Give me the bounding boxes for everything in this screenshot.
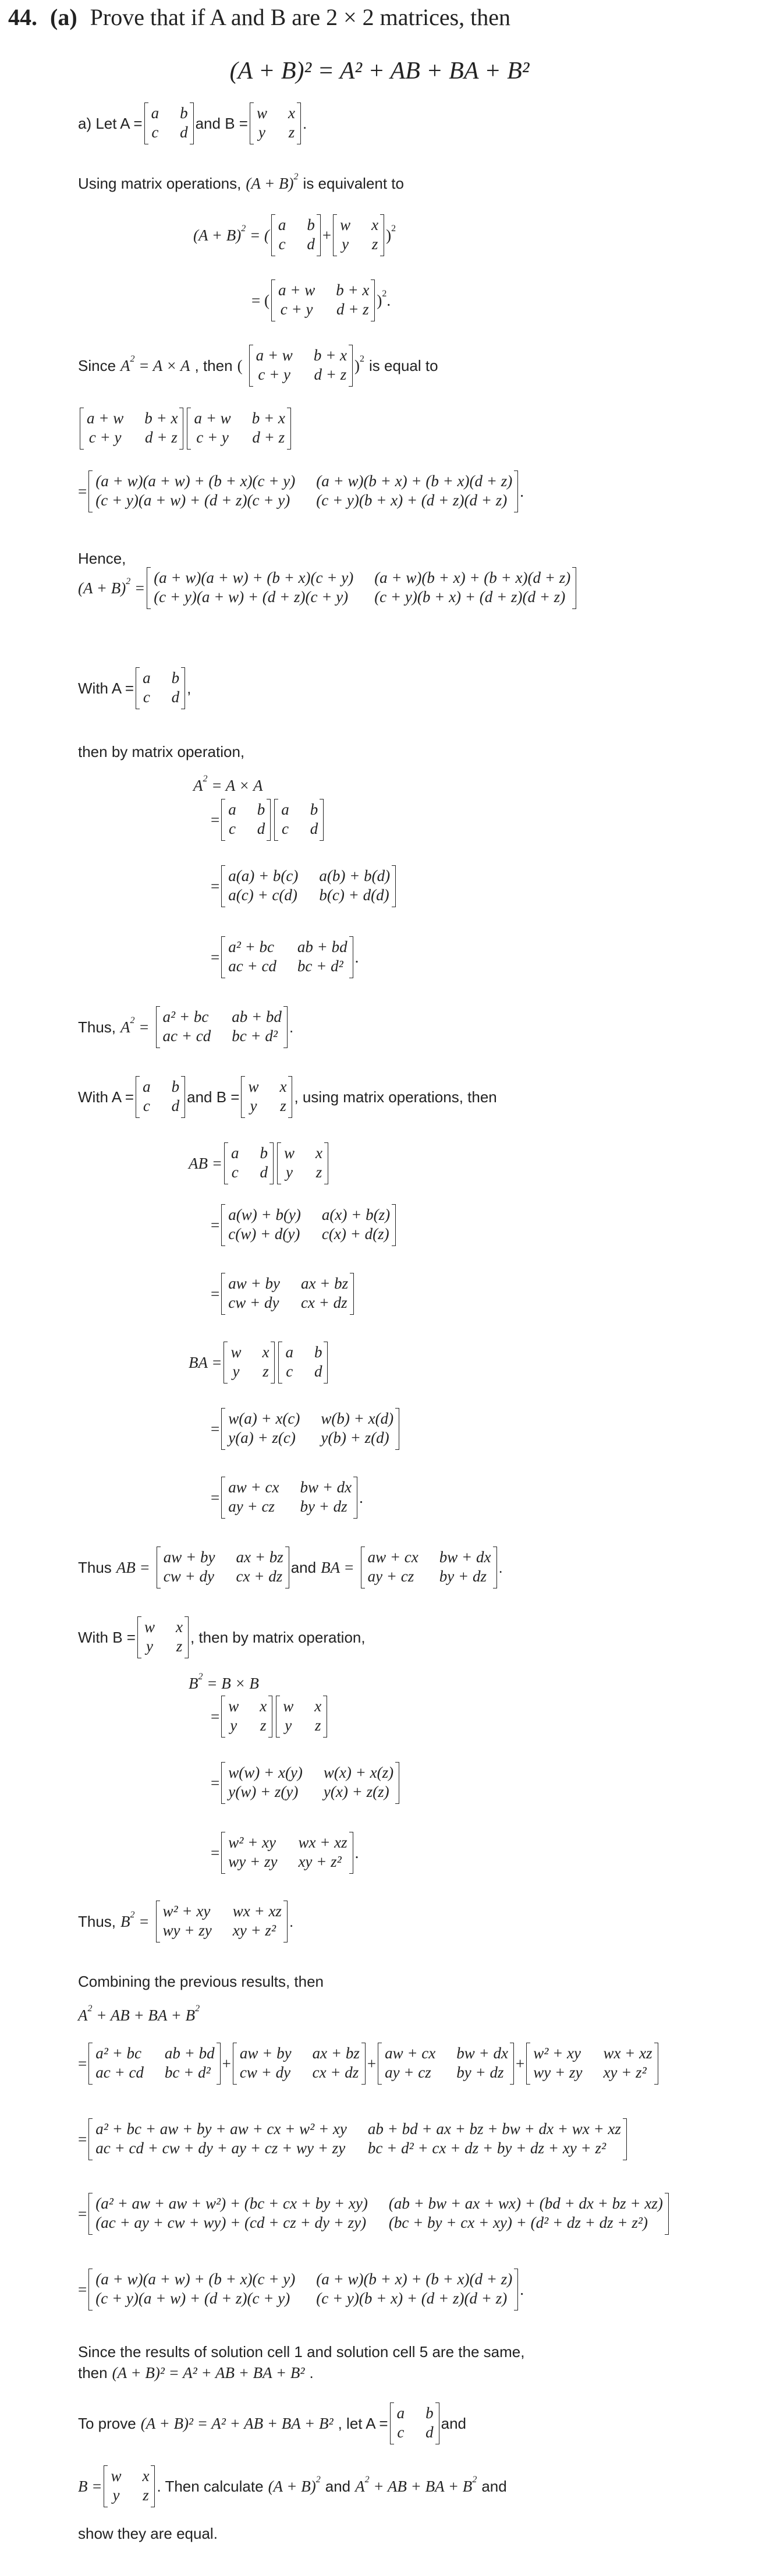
matrix-cell: wx + xz (603, 2044, 652, 2062)
combine-step1: = a² + bc ab + bd ac + cd bc + d² + aw + by ax + bz cw + dy cx + dz + aw + cx bw + dx ay + cz by + dz + w² + xy wx + xz wy + zy xy + z² (78, 2043, 660, 2085)
matrix-cell: xy + z² (603, 2064, 647, 2081)
matrix-cell: w(a) + x(c) (228, 1410, 300, 1427)
product-result: = (a + w)(a + w) + (b + x)(c + y) (a + w)(b + x) + (b + x)(d + z) (c + y)(a + w) + (d + z)(c + y) (c + y)(b + x) + (d + z)(d + z) . (78, 470, 524, 512)
then-matrix-op: then by matrix operation, (78, 743, 245, 760)
matrix-B (224, 1342, 275, 1383)
matrix-cell: (c + y)(b + x) + (d + z)(d + z) (374, 588, 566, 606)
matrix-cell: x (315, 1144, 322, 1162)
matrix-cell: c (281, 820, 289, 837)
matrix-cell: y (112, 2486, 120, 2504)
matrix-cell: d (425, 2423, 434, 2441)
matrix-cell: cx + dz (312, 2064, 359, 2081)
matrix-ab (221, 1273, 354, 1315)
matrix-A (144, 102, 194, 144)
matrix-cell: cw + dy (239, 2064, 291, 2081)
matrix-cell: b (260, 1144, 268, 1162)
matrix-cell: a² + bc (228, 938, 275, 956)
matrix-cell: c + y (88, 429, 122, 446)
matrix-cell: c + y (196, 429, 229, 446)
show-line: show they are equal. (78, 2525, 218, 2542)
matrix-cell: (ac + ay + cw + wy) + (cd + cz + dy + zy) (95, 2214, 367, 2231)
matrix-cell: ab + bd + ax + bz + bw + dx + wx + xz (367, 2120, 621, 2138)
matrix-cell: y(w) + z(y) (228, 1783, 299, 1800)
matrix-cell: aw + by (228, 1275, 280, 1292)
a2-step0: = a b c d a b c d (211, 799, 325, 841)
matrix-cell: c (278, 235, 286, 253)
matrix-cell: b (180, 104, 188, 122)
matrix-cell: d + z (314, 366, 347, 383)
matrix-cell: d (171, 688, 180, 706)
ba-step1: = w(a) + x(c) w(b) + x(d) y(a) + z(c) y(b) + z(d) (211, 1408, 401, 1450)
matrix-cell: y(b) + z(d) (321, 1429, 389, 1446)
matrix-cell: a (151, 104, 159, 122)
matrix-cell: a² + bc (162, 1008, 209, 1025)
problem-part: (a) (50, 4, 77, 30)
matrix-cell: x (371, 216, 379, 233)
matrix-cell: by + dz (439, 1567, 487, 1585)
conclusion-line1: Since the results of solution cell 1 and solution cell 5 are the same, (78, 2343, 525, 2361)
matrix-A (390, 2402, 439, 2444)
matrix-cell: (ab + bw + ax + wx) + (bd + dx + bz + xz) (388, 2195, 663, 2212)
matrix-cell: c (143, 688, 150, 706)
matrix-cell: a + w (194, 409, 231, 427)
matrix-cell: bc + d² (164, 2064, 211, 2081)
matrix-cell: x (314, 1697, 322, 1715)
matrix-sum-squared (147, 567, 576, 609)
matrix-ba-expanded (221, 1408, 399, 1450)
matrix-ab (233, 2043, 366, 2085)
matrix-a2 (88, 2043, 220, 2085)
matrix-B (250, 102, 301, 144)
matrix-A (224, 1142, 274, 1184)
matrix-B (104, 2465, 155, 2507)
matrix-cell: ac + cd (95, 2064, 144, 2081)
matrix-a2-expanded (221, 865, 396, 907)
matrix-cell: x (176, 1618, 183, 1636)
combine-step2: = a² + bc + aw + by + aw + cx + w² + xy ab + bd + ax + bz + bw + dx + wx + xz ac + cd + cw + dy + ay + cz + wy + zy bc + d² + cx + dz + by + dz + xy + z² (78, 2118, 629, 2160)
matrix-cell: x (279, 1078, 287, 1095)
eq-sum-sq: $(A + B)^2$ = ( a b c d + w x y z )$^2$ (193, 214, 396, 256)
matrix-cell: c (143, 1097, 150, 1114)
let-line: a) Let A = a b c d and B = w x y z . (78, 102, 307, 144)
b2-step1: = w(w) + x(y) w(x) + x(z) y(w) + z(y) y(x) + z(z) (211, 1762, 401, 1804)
matrix-cell: aw + by (239, 2044, 292, 2062)
matrix-cell: ab + bd (164, 2044, 215, 2062)
matrix-ba (378, 2043, 514, 2085)
matrix-b2 (526, 2043, 658, 2085)
matrix-cell: a(b) + b(d) (319, 867, 391, 884)
matrix-cell: (a + w)(b + x) + (b + x)(d + z) (374, 569, 571, 586)
matrix-A (136, 1076, 185, 1118)
matrix-cell: ac + cd (162, 1027, 211, 1045)
calc-line: B = w x y z . Then calculate $(A + B)^2$ and $A^2$ + AB + BA + $B^2$ and (78, 2465, 507, 2507)
matrix-cell: xy + z² (232, 1922, 276, 1939)
matrix-cell: (a + w)(a + w) + (b + x)(c + y) (95, 472, 296, 490)
matrix-A-plus-B (249, 345, 353, 387)
matrix-cell: bw + dx (439, 1548, 491, 1566)
matrix-cell: ay + cz (228, 1498, 275, 1515)
matrix-cell: ax + bz (236, 1548, 283, 1566)
matrix-cell: d (314, 1363, 322, 1380)
matrix-cell: ab + bd (297, 938, 347, 956)
matrix-a2 (221, 936, 353, 978)
hence-label: Hence, (78, 550, 126, 567)
matrix-cell: b(c) + d(d) (319, 886, 389, 904)
matrix-B (333, 214, 384, 256)
matrix-cell: w (256, 104, 267, 122)
matrix-cell: xy + z² (298, 1853, 342, 1870)
matrix-sum-expanded (88, 2118, 627, 2160)
matrix-b2 (156, 1901, 288, 1942)
matrix-cell: a + w (87, 409, 124, 427)
matrix-cell: bc + d² + cx + dz + by + dz + xy + z² (367, 2139, 607, 2157)
matrix-cell: y (250, 1097, 257, 1114)
matrix-b2 (221, 1832, 353, 1874)
matrix-cell: wy + zy (228, 1853, 278, 1870)
matrix-ab (157, 1547, 289, 1588)
matrix-sum-squared (88, 470, 518, 512)
thus-a2: Thus, $A^2$ = a² + bc ab + bd ac + cd bc + d² . (78, 1006, 293, 1048)
matrix-cell: a (228, 801, 236, 818)
matrix-cell: w (111, 2467, 122, 2485)
matrix-cell: (a² + aw + aw + w²) + (bc + cx + by + xy) (95, 2195, 368, 2212)
matrix-cell: b (171, 669, 180, 687)
matrix-cell: (c + y)(a + w) + (d + z)(c + y) (95, 491, 290, 509)
matrix-cell: w (144, 1618, 155, 1636)
matrix-cell: y (342, 235, 349, 253)
matrix-cell: z (371, 235, 378, 253)
problem-number: 44. (8, 4, 37, 30)
combine-intro: Combining the previous results, then (78, 1973, 324, 1990)
matrix-cell: ax + bz (300, 1275, 349, 1292)
matrix-cell: c (286, 1363, 293, 1380)
matrix-cell: a (278, 216, 286, 233)
matrix-B (221, 1696, 272, 1738)
matrix-a2 (156, 1006, 288, 1048)
matrix-cell: a² + bc + aw + by + aw + cx + w² + xy (95, 2120, 347, 2138)
matrix-cell: a + w (256, 346, 293, 364)
matrix-cell: c (228, 820, 236, 837)
combine-step3: = (a² + aw + aw + w²) + (bc + cx + by + xy) (ab + bw + ax + wx) + (bd + dx + bz + xz) (ac + ay + cw + wy) + (cd + cz + dy + zy) (bc + by + cx + xy) + (d² + dz + dz + z²) (78, 2193, 671, 2235)
thus-b2: Thus, $B^2$ = w² + xy wx + xz wy + zy xy + z² . (78, 1901, 293, 1942)
matrix-cell: w (340, 216, 351, 233)
matrix-cell: z (280, 1097, 286, 1114)
matrix-cell: y (232, 1363, 240, 1380)
matrix-cell: bc + d² (232, 1027, 278, 1045)
matrix-A (221, 799, 271, 841)
matrix-A (136, 667, 185, 709)
matrix-cell: b (314, 1343, 322, 1361)
matrix-cell: w (228, 1697, 239, 1715)
matrix-cell: x (260, 1697, 267, 1715)
matrix-cell: b (171, 1078, 180, 1095)
matrix-cell: c (151, 123, 159, 141)
matrix-cell: z (176, 1637, 183, 1655)
a2-def: $A^2 = A \times A$ (193, 774, 263, 794)
problem-header (8, 3, 510, 31)
matrix-cell: a (281, 801, 289, 818)
matrix-cell: ay + cz (385, 2064, 431, 2081)
with-ab-line: With A = a b c d and B = w x y z , using matrix operations, then (78, 1076, 497, 1118)
matrix-cell: y (285, 1717, 292, 1734)
matrix-cell: ac + cd + cw + dy + ay + cz + wy + zy (95, 2139, 346, 2157)
matrix-cell: b + x (313, 346, 347, 364)
eq-sum-sq-2: = ( a + w b + x c + y d + z )$^2$. (251, 279, 391, 321)
b2-step2: = w² + xy wx + xz wy + zy xy + z² . (211, 1832, 359, 1874)
matrix-b2-expanded (221, 1762, 399, 1804)
matrix-cell: y (146, 1637, 153, 1655)
prove-line: To prove (A + B)² = A² + AB + BA + B² , let A = a b c d and (78, 2402, 466, 2444)
matrix-cell: b (307, 216, 315, 233)
matrix-cell: y(x) + z(z) (323, 1783, 389, 1800)
matrix-cell: by + dz (300, 1498, 347, 1515)
matrix-cell: cx + dz (300, 1294, 347, 1311)
b2-step0: = w x y z w x y z (211, 1696, 329, 1738)
matrix-cell: b (425, 2404, 434, 2422)
matrix-cell: cw + dy (163, 1567, 214, 1585)
hence-line: $(A + B)^2$ = (a + w)(a + w) + (b + x)(c + y) (a + w)(b + x) + (b + x)(d + z) (c + y)(a + w) + (d + z)(c + y) (c + y)(b + x) + (d + z)(d + z) (78, 567, 578, 609)
matrix-cell: a (285, 1343, 293, 1361)
matrix-cell: cw + dy (228, 1294, 279, 1311)
matrix-cell: z (260, 1717, 267, 1734)
ba-step2: = aw + cx bw + dx ay + cz by + dz . (211, 1477, 363, 1519)
matrix-cell: wy + zy (162, 1922, 212, 1939)
matrix-cell: z (314, 1717, 321, 1734)
matrix-ba (361, 1547, 497, 1588)
matrix-A-plus-B (80, 408, 183, 450)
matrix-cell: (a + w)(b + x) + (b + x)(d + z) (316, 2270, 513, 2288)
ab-step1: = a(w) + b(y) a(x) + b(z) c(w) + d(y) c(x) + d(z) (211, 1204, 398, 1246)
matrix-cell: d (310, 820, 318, 837)
matrix-cell: c(w) + d(y) (228, 1225, 300, 1243)
matrix-cell: (c + y)(b + x) + (d + z)(d + z) (316, 491, 508, 509)
matrix-cell: d + z (144, 429, 178, 446)
matrix-cell: z (315, 1163, 322, 1181)
matrix-cell: wx + xz (232, 1902, 282, 1920)
with-a-line: With A = a b c d , (78, 667, 191, 709)
ab-step0: AB = a b c d w x y z (189, 1142, 330, 1184)
matrix-sum-squared (88, 2269, 518, 2310)
b2-def: $B^2 = B \times B$ (189, 1672, 259, 1692)
conclusion-line2: then (A + B)² = A² + AB + BA + B² . (78, 2364, 314, 2382)
matrix-cell: bw + dx (300, 1478, 352, 1496)
matrix-cell: c(x) + d(z) (321, 1225, 389, 1243)
matrix-cell: ab + bd (232, 1008, 282, 1025)
matrix-B (241, 1076, 292, 1118)
combine-step4: = (a + w)(a + w) + (b + x)(c + y) (a + w)(b + x) + (b + x)(d + z) (c + y)(a + w) + (d + z)(c + y) (c + y)(b + x) + (d + z)(d + z) . (78, 2269, 524, 2310)
matrix-A-plus-B (187, 408, 290, 450)
matrix-cell: wy + zy (533, 2064, 583, 2081)
matrix-cell: (a + w)(a + w) + (b + x)(c + y) (95, 2270, 296, 2288)
matrix-cell: w² + xy (533, 2044, 581, 2062)
matrix-cell: b + x (336, 281, 370, 299)
thus-ab-ba: Thus AB = aw + by ax + bz cw + dy cx + dz and BA = aw + cx bw + dx ay + cz by + dz . (78, 1547, 503, 1588)
matrix-cell: aw + cx (385, 2044, 436, 2062)
matrix-cell: ay + cz (367, 1567, 414, 1585)
matrix-cell: z (263, 1363, 269, 1380)
matrix-cell: ac + cd (228, 957, 276, 975)
matrix-cell: a (143, 669, 151, 687)
matrix-cell: w² + xy (228, 1834, 276, 1851)
matrix-cell: bc + d² (297, 957, 343, 975)
problem-identity: (A + B)² = A² + AB + BA + B² (229, 58, 530, 84)
matrix-cell: d (171, 1097, 180, 1114)
matrix-cell: (a + w)(a + w) + (b + x)(c + y) (154, 569, 354, 586)
with-b-line: With B = w x y z , then by matrix operation, (78, 1616, 366, 1658)
matrix-cell: d + z (252, 429, 285, 446)
matrix-cell: (c + y)(a + w) + (d + z)(c + y) (95, 2290, 290, 2307)
matrix-cell: d + z (336, 300, 369, 318)
a2-step1: = a(a) + b(c) a(b) + b(d) a(c) + c(d) b(c) + d(d) (211, 865, 398, 907)
matrix-cell: aw + cx (228, 1478, 279, 1496)
matrix-cell: (c + y)(b + x) + (d + z)(d + z) (316, 2290, 508, 2307)
matrix-cell: d (260, 1163, 268, 1181)
matrix-cell: b (310, 801, 318, 818)
matrix-cell: w (283, 1697, 294, 1715)
matrix-cell: x (262, 1343, 269, 1361)
matrix-B (277, 1142, 328, 1184)
ba-step0: BA = w x y z a b c d (189, 1342, 329, 1383)
matrix-cell: y (258, 123, 265, 141)
matrix-cell: by + dz (456, 2064, 504, 2081)
matrix-B (137, 1616, 189, 1658)
matrix-cell: aw + by (163, 1548, 215, 1566)
matrix-cell: (c + y)(a + w) + (d + z)(c + y) (154, 588, 349, 606)
product-line (78, 408, 293, 450)
matrix-cell: c + y (258, 366, 291, 383)
matrix-cell: b (257, 801, 265, 818)
matrix-cell: x (142, 2467, 150, 2485)
matrix-A (278, 1342, 328, 1383)
matrix-cell: y(a) + z(c) (228, 1429, 296, 1446)
matrix-cell: a + w (278, 281, 315, 299)
matrix-cell: aw + cx (367, 1548, 418, 1566)
matrix-cell: w(w) + x(y) (228, 1764, 303, 1781)
matrix-cell: w(b) + x(d) (321, 1410, 394, 1427)
matrix-sum-grouped (88, 2193, 669, 2235)
combine-expr: $A^2$ + AB + BA + $B^2$ (78, 2004, 200, 2024)
matrix-A-plus-B (271, 279, 375, 321)
matrix-cell: y (285, 1163, 293, 1181)
matrix-cell: d (180, 123, 188, 141)
matrix-cell: a (396, 2404, 405, 2422)
matrix-cell: y (230, 1717, 237, 1734)
matrix-ab-expanded (221, 1204, 396, 1246)
matrix-cell: c (231, 1163, 239, 1181)
matrix-ba (221, 1477, 357, 1519)
matrix-B (276, 1696, 327, 1738)
matrix-cell: z (288, 123, 295, 141)
since-line: Since $A^2 = A \times A$ , then ( a + w b + x c + y d + z )$^2$ is equal to (78, 345, 443, 387)
matrix-cell: b + x (144, 409, 178, 427)
matrix-cell: cx + dz (236, 1567, 283, 1585)
matrix-cell: w (283, 1144, 295, 1162)
matrix-cell: a(a) + b(c) (228, 867, 299, 884)
matrix-cell: w (230, 1343, 242, 1361)
matrix-cell: w (248, 1078, 259, 1095)
matrix-cell: (a + w)(b + x) + (b + x)(d + z) (316, 472, 513, 490)
matrix-cell: x (288, 104, 295, 122)
a2-step2: = a² + bc ab + bd ac + cd bc + d² . (211, 936, 359, 978)
matrix-cell: a(c) + c(d) (228, 886, 297, 904)
matrix-cell: c (397, 2423, 405, 2441)
matrix-A (274, 799, 324, 841)
matrix-cell: a (230, 1144, 239, 1162)
matrix-cell: bw + dx (456, 2044, 508, 2062)
matrix-cell: z (143, 2486, 149, 2504)
matrix-cell: ax + bz (312, 2044, 360, 2062)
matrix-cell: w² + xy (162, 1902, 211, 1920)
matrix-cell: d (257, 820, 265, 837)
matrix-cell: a² + bc (95, 2044, 142, 2062)
using-line: Using matrix operations, $(A + B)^2$ is equivalent to (78, 172, 404, 192)
matrix-cell: (bc + by + cx + xy) + (d² + dz + dz + z²) (388, 2214, 648, 2231)
matrix-cell: w(x) + x(z) (323, 1764, 394, 1781)
matrix-cell: wx + xz (298, 1834, 347, 1851)
matrix-cell: a(w) + b(y) (228, 1206, 301, 1223)
matrix-cell: b + x (251, 409, 285, 427)
matrix-cell: a(x) + b(z) (321, 1206, 391, 1223)
ab-step2: = aw + by ax + bz cw + dy cx + dz (211, 1273, 356, 1315)
matrix-cell: a (143, 1078, 151, 1095)
matrix-A (271, 214, 321, 256)
matrix-cell: c + y (280, 300, 313, 318)
matrix-cell: d (307, 235, 315, 253)
problem-statement: Prove that if A and B are 2 × 2 matrices, then (90, 4, 511, 30)
